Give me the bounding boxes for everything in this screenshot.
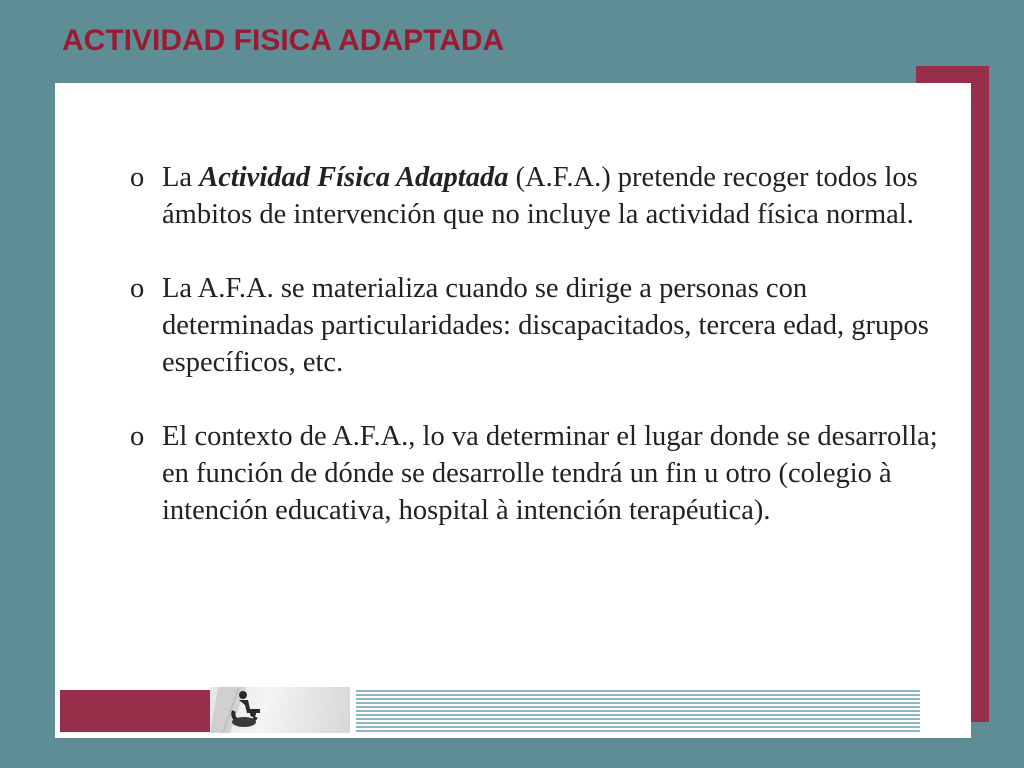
- bullet-marker: o: [130, 162, 145, 193]
- bullet-text: El contexto de A.F.A., lo va determinar el lugar donde se desarrolla; en función de dónde se desarrolle tendrá un fin u otro (colegio à intención educativa, hospital à intención terapéutica).: [162, 421, 938, 526]
- bullet-text-prefix: La: [162, 162, 200, 193]
- content-panel: [55, 83, 971, 738]
- bullet-marker: o: [130, 421, 145, 452]
- slide-title: ACTIVIDAD FISICA ADAPTADA: [62, 24, 505, 57]
- wheelchair-user-icon: [210, 687, 350, 733]
- bullet-item: [130, 270, 950, 381]
- bullet-text-suffix: (A.F.A.) pretende recoger todos los ámbitos de intervención que no incluye la actividad física normal.: [162, 162, 918, 230]
- bullet-item: [130, 418, 950, 529]
- footer-red-block: [60, 690, 210, 732]
- bullet-marker: o: [130, 273, 145, 304]
- footer-image: [210, 687, 350, 733]
- bullet-text: La A.F.A. se materializa cuando se dirige a personas con determinadas particularidades: discapacitados, tercera edad, grupos específicos, etc.: [162, 273, 929, 378]
- bullet-item: [130, 159, 950, 233]
- footer-stripes: [356, 690, 920, 732]
- bullet-list: [130, 159, 950, 529]
- footer-banner: [60, 687, 920, 733]
- bullet-emphasis: Actividad Física Adaptada: [199, 162, 509, 193]
